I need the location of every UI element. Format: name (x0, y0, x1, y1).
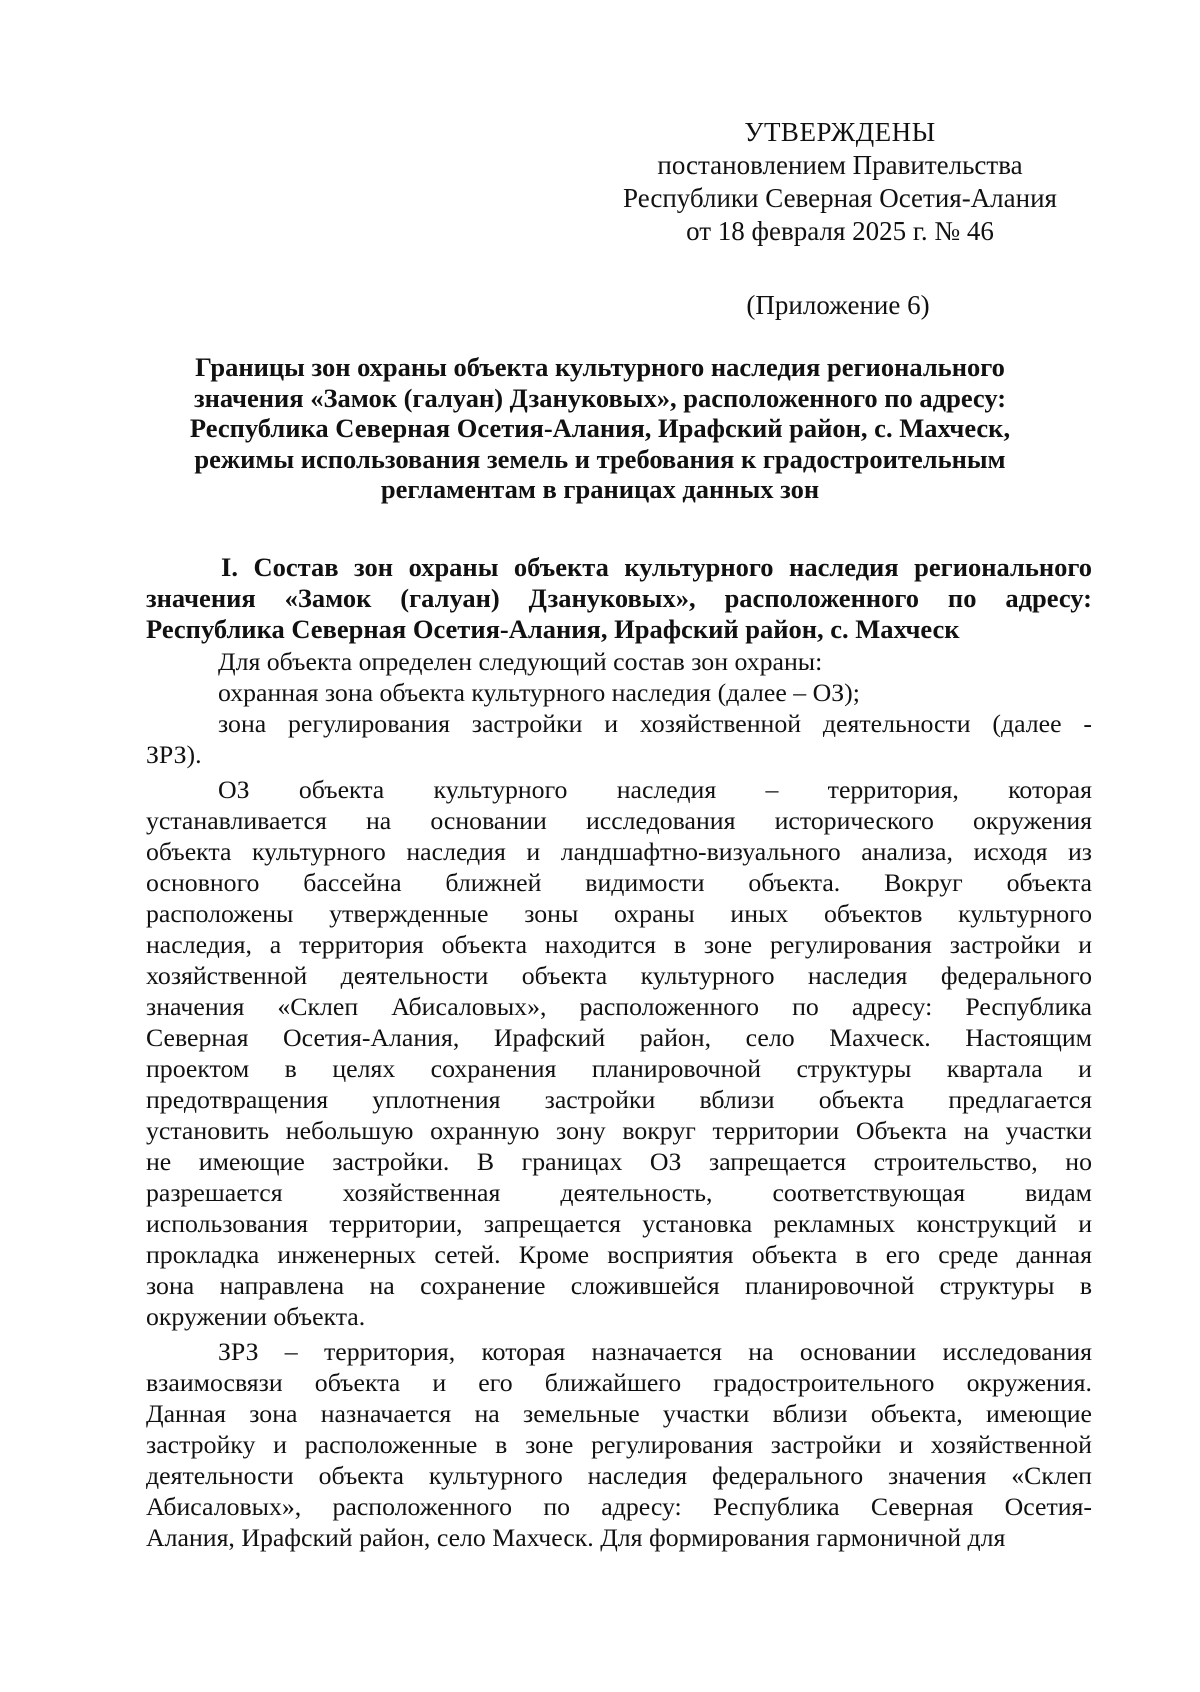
paragraph-line: установить небольшую охранную зону вокруг территории Объекта на участки (146, 1116, 1092, 1145)
approval-line: Республики Северная Осетия-Алания (623, 183, 1057, 213)
paragraph-line: Алания, Ирафский район, село Махческ. Для формирования гармоничной для (146, 1523, 1006, 1552)
body-paragraph (146, 708, 1092, 770)
paragraph-line: устанавливается на основании исследования исторического окружения (146, 806, 1092, 835)
paragraph-line: ЗРЗ – территория, которая назначается на основании исследования (218, 1337, 1092, 1366)
paragraph-line: разрешается хозяйственная деятельность, соответствующая видам (146, 1178, 1092, 1207)
title-line: Границы зон охраны объекта культурного наследия регионального (195, 352, 1005, 382)
paragraph-line: застройку и расположенные в зоне регулирования застройки и хозяйственной (146, 1430, 1092, 1459)
body-paragraph (146, 646, 1092, 677)
approval-heading: УТВЕРЖДЕНЫ (744, 117, 936, 147)
paragraph-line: значения «Склеп Абисаловых», расположенного по адресу: Республика (146, 992, 1092, 1021)
paragraph-line: предотвращения уплотнения застройки вблизи объекта предлагается (146, 1085, 1092, 1114)
paragraph-line: Данная зона назначается на земельные участки вблизи объекта, имеющие (146, 1399, 1092, 1428)
section-heading-line: I. Состав зон охраны объекта культурного наследия регионального (221, 552, 1092, 582)
body-paragraph (146, 1336, 1092, 1553)
paragraph-line: охранная зона объекта культурного наследия (далее – ОЗ); (218, 678, 860, 707)
section-heading-line: Республика Северная Осетия-Алания, Ирафский район, с. Махческ (146, 614, 960, 644)
paragraph-line: деятельности объекта культурного наследия федерального значения «Склеп (146, 1461, 1092, 1490)
paragraph-line: Абисаловых», расположенного по адресу: Республика Северная Осетия- (146, 1492, 1092, 1521)
document-title (150, 352, 1050, 505)
approval-line: постановлением Правительства (657, 150, 1023, 180)
paragraph-line: Северная Осетия-Алания, Ирафский район, село Махческ. Настоящим (146, 1023, 1092, 1052)
approval-stamp (560, 116, 1120, 248)
paragraph-line: объекта культурного наследия и ландшафтно-визуального анализа, исходя из (146, 837, 1092, 866)
paragraph-line: окружении объекта. (146, 1302, 366, 1331)
paragraph-line: прокладка инженерных сетей. Кроме восприятия объекта в его среде данная (146, 1240, 1092, 1269)
section-heading (146, 552, 1092, 645)
paragraph-line: расположены утвержденные зоны охраны иных объектов культурного (146, 899, 1092, 928)
body-paragraph (146, 677, 1092, 708)
paragraph-line: зона регулирования застройки и хозяйственной деятельности (далее - (218, 709, 1092, 738)
body-text (146, 646, 1092, 1553)
paragraph-line: ОЗ объекта культурного наследия – территория, которая (218, 775, 1092, 804)
title-line: значения «Замок (галуан) Дзануковых», расположенного по адресу: (193, 382, 1007, 413)
paragraph-line: проектом в целях сохранения планировочной структуры квартала и (146, 1054, 1092, 1083)
paragraph-line: хозяйственной деятельности объекта культурного наследия федерального (146, 961, 1092, 990)
title-line: режимы использования земель и требования к градостроительным (194, 443, 1006, 474)
paragraph-line: ЗРЗ). (146, 740, 202, 769)
paragraph-line: основного бассейна ближней видимости объекта. Вокруг объекта (146, 868, 1092, 897)
appendix-label: (Приложение 6) (746, 290, 930, 320)
paragraph-line: зона направлена на сохранение сложившейся планировочной структуры в (146, 1271, 1092, 1300)
paragraph-line: наследия, а территория объекта находится в зоне регулирования застройки и (146, 930, 1092, 959)
paragraph-line: взаимосвязи объекта и его ближайшего градостроительного окружения. (146, 1368, 1092, 1397)
paragraph-line: Для объекта определен следующий состав зон охраны: (218, 647, 823, 676)
paragraph-line: использования территории, запрещается установка рекламных конструкций и (146, 1209, 1092, 1238)
paragraph-line: не имеющие застройки. В границах ОЗ запрещается строительство, но (146, 1147, 1092, 1176)
body-paragraph (146, 774, 1092, 1332)
section-heading-line: значения «Замок (галуан) Дзануковых», расположенного по адресу: (146, 583, 1092, 613)
title-line: регламентам в границах данных зон (380, 474, 820, 504)
title-line: Республика Северная Осетия-Алания, Ирафский район, с. Махческ, (189, 413, 1011, 443)
approval-date-line: от 18 февраля 2025 г. № 46 (686, 216, 994, 246)
